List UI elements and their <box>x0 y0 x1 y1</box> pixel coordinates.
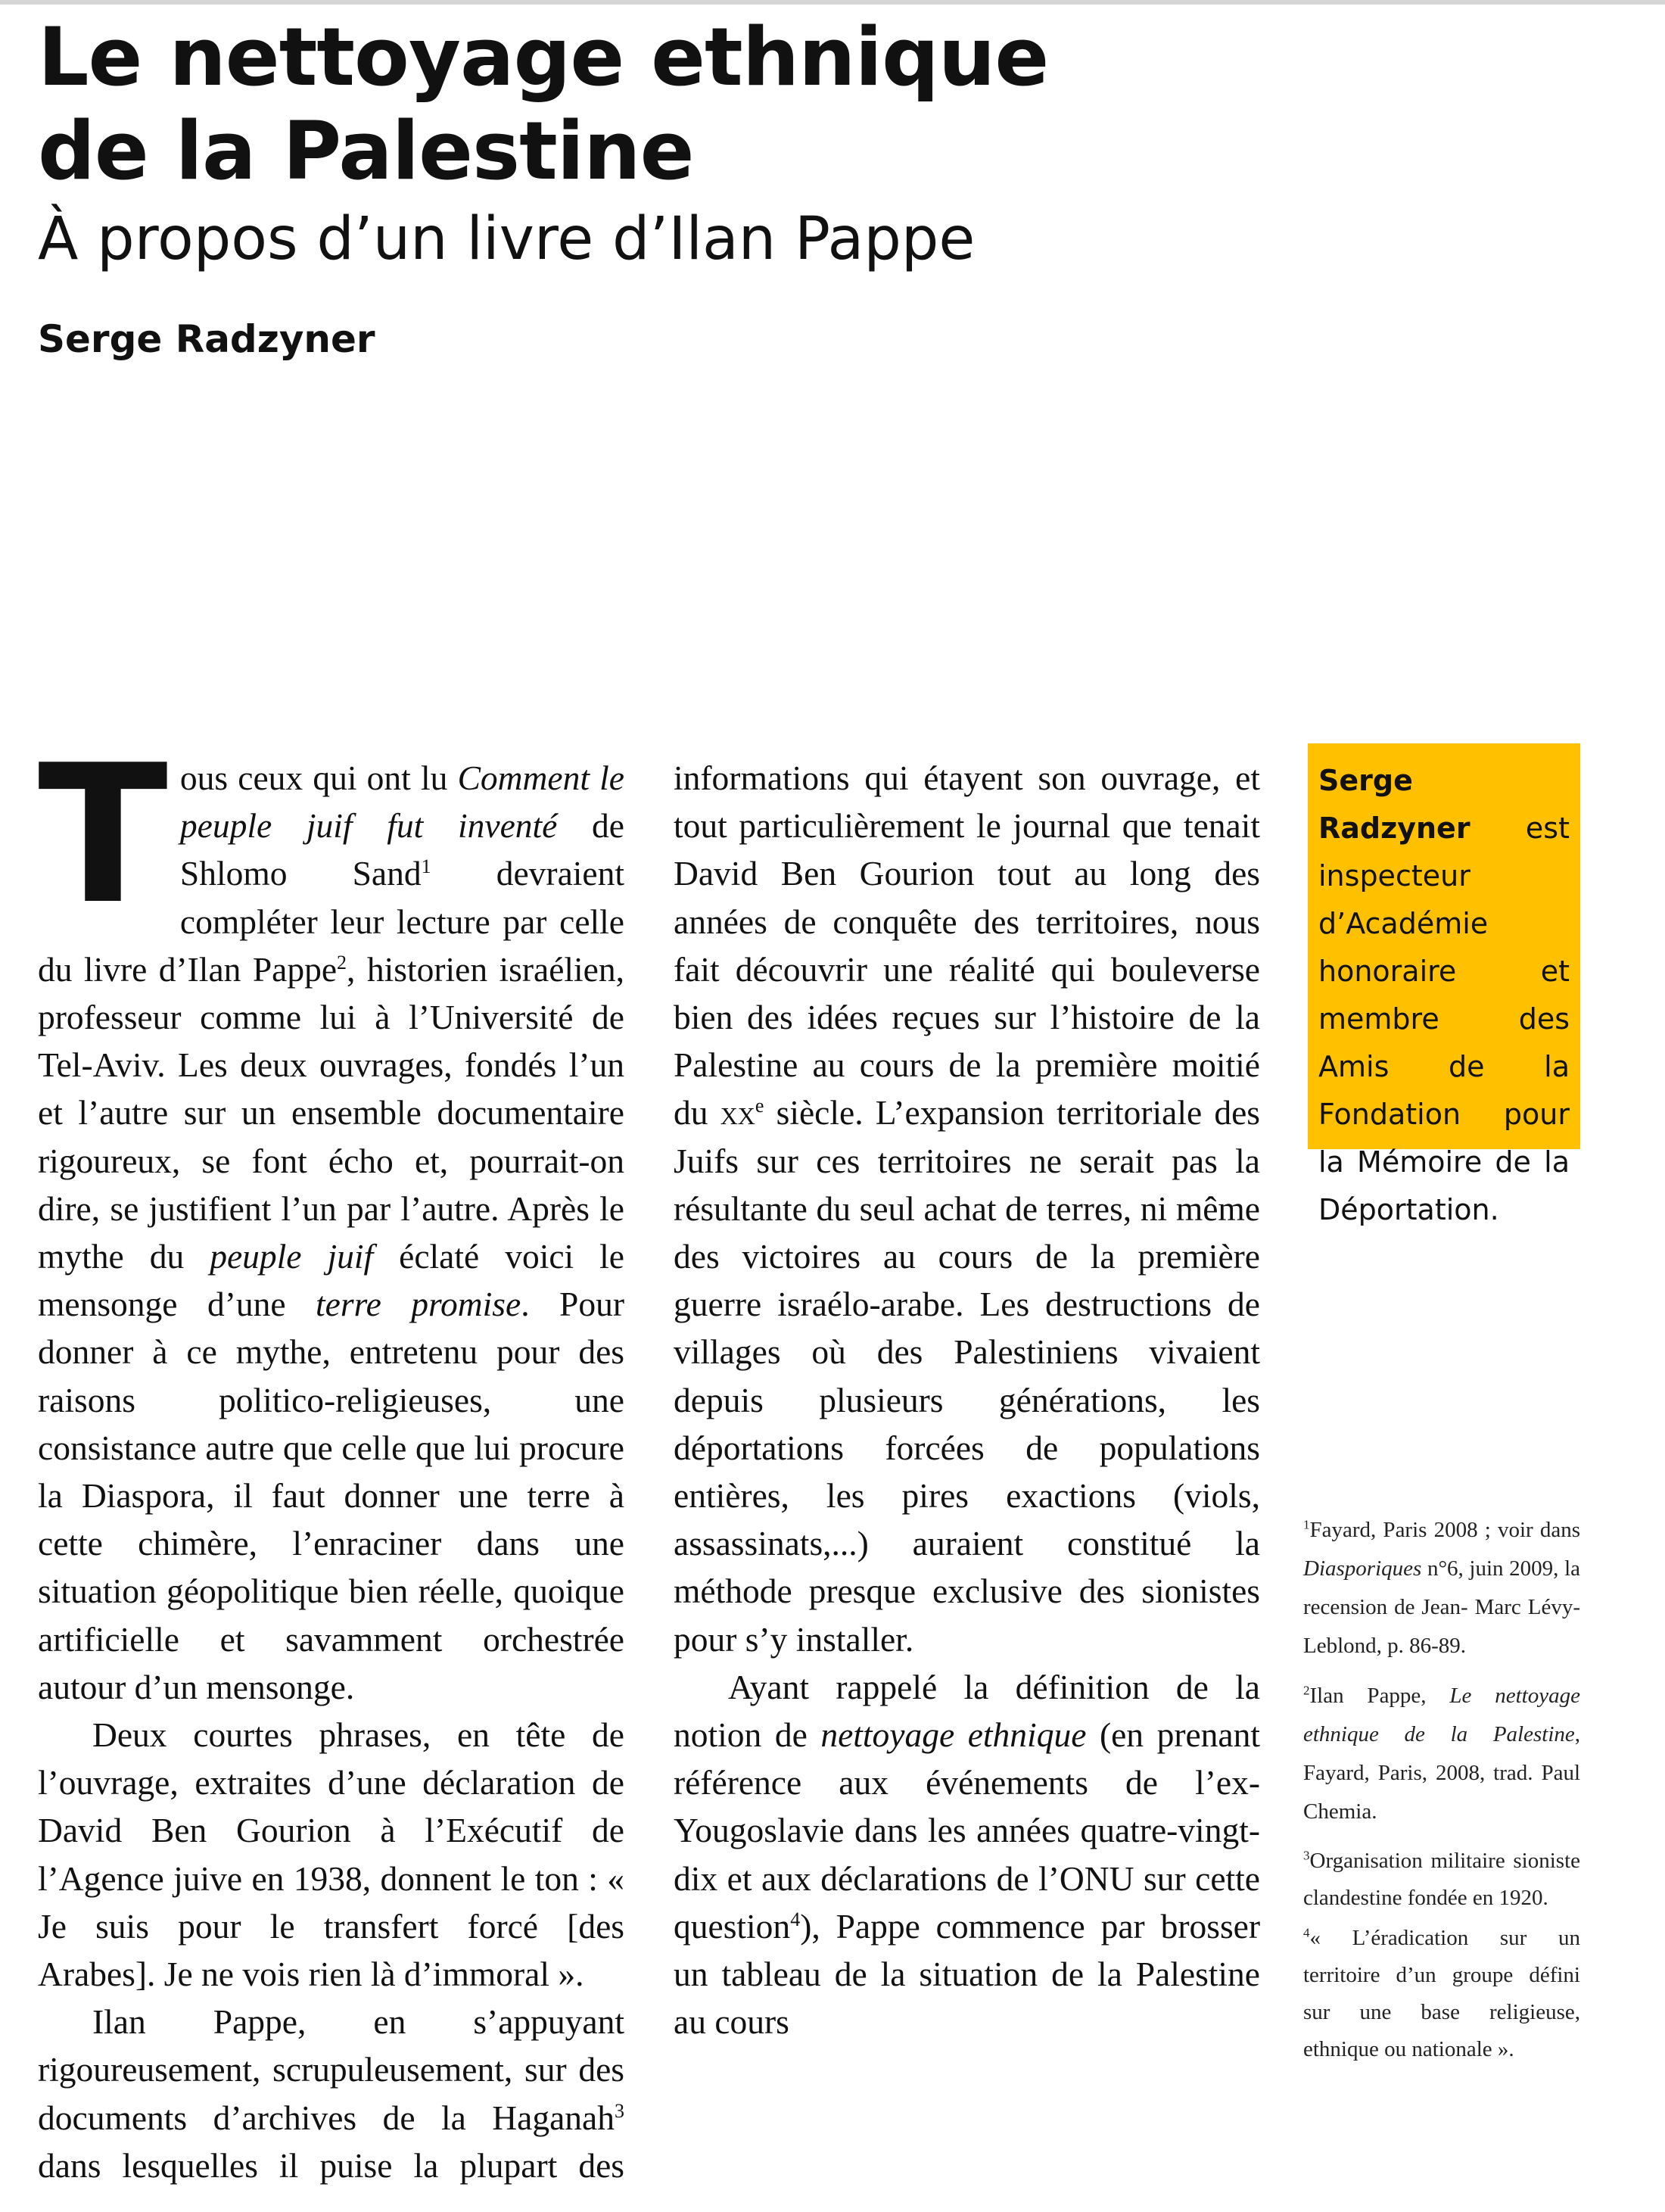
paragraph-2: Deux courtes phrases, en tête de l’ouvrage, extraites d’une déclaration de David Ben Gourion à l’Exécutif de l’Agence juive en 1938, donnent le ton : « Je suis pour le transfert forcé [des Arabes]. Je ne vois rien là d’immoral ». <box>38 1715 624 1994</box>
author-bio-box <box>1308 743 1580 1226</box>
drop-cap: T <box>38 754 168 946</box>
footnote-1: $^1$Fayard, Paris 2008 ; voir dans Diasporiques n°6, juin 2009, la recension de Jean- Marc Lévy-Leblond, p. 86-89. <box>1303 1517 1580 1658</box>
article-subtitle: À propos d’un livre d’Ilan Pappe <box>38 205 976 273</box>
footnote-4: $^4$« L’éradication sur un territoire d’un groupe défini sur une base religieuse, ethnique ou nationale ». <box>1303 1925 1580 2061</box>
footnote-ref-4: 4 <box>790 1908 801 1930</box>
footnote-3: $^3$Organisation militaire sioniste clandestine fondée en 1920. <box>1303 1848 1580 1910</box>
bio-text: est inspecteur d’Académie honoraire et membre des Amis de la Fondation pour la Mémoire de la Déportation. <box>1318 812 1570 1226</box>
title-line-1: Le nettoyage ethnique <box>38 11 1049 104</box>
title-line-2: de la Palestine <box>38 104 694 198</box>
top-rule <box>0 0 1665 5</box>
footnote-2: $^2$Ilan Pappe, Le nettoyage ethnique de la Palestine, Fayard, Paris, 2008, trad. Paul Chemia. <box>1303 1683 1580 1824</box>
footnotes <box>1303 1511 1580 2071</box>
footnote-ref-3: 3 <box>615 2099 624 2122</box>
footnote-ref-2: 2 <box>337 951 347 974</box>
paragraph-3: Ilan Pappe, en s’appuyant rigoureusement, scrupuleusement, sur des documents d’archives de la Haganah$^3$ dans lesquelles il puise la plupart des informations qui étayent son ouvrage, et tout particulièrement le journal que tenait David Ben Gourion tout au long des années de conquête des territoires, nous fait découvrir une réalité qui bouleverse bien des idées reçues sur l’histoire de la Palestine au cours de la première moitié du $xx^e$ siècle. L’expansion territoriale des Juifs sur ces territoires ne serait pas la résultante du seul achat de terres, ni même des victoires au cours de la première guerre israélo-arabe. Les destructions de villages où des Palestiniens vivaient depuis plusieurs générations, les déportations forcées de populations entières, les pires exactions (viols, assassinats,...) auraient constitué la méthode presque exclusive des sionistes pour s’y installer. <box>38 759 1260 2185</box>
bio-name: Serge Radzyner <box>1318 764 1470 845</box>
article-title <box>38 11 1048 198</box>
paragraph-4: Ayant rappelé la définition de la notion de nettoyage ethnique (en prenant référence aux événements de l’ex-Yougoslavie dans les années quatre-vingt-dix et aux déclarations de l’ONU sur cette question$^4$), Pappe commence par brosser un tableau de la situation de la Palestine au cours <box>674 1667 1260 2042</box>
paragraph-1: Tous ceux qui ont lu Comment le peuple juif fut inventé de Shlomo Sand$^1$ devraient compléter leur lecture par celle du livre d’Ilan Pappe$^2$, historien israélien, professeur comme lui à l’Université de Tel-Aviv. Les deux ouvrages, fondés l’un et l’autre sur un ensemble documentaire rigoureux, se font écho et, pourrait-on dire, se justifient l’un par l’autre. Après le mythe du peuple juif éclaté voici le mensonge d’une terre promise. Pour donner à ce mythe, entretenu pour des raisons politico-religieuses, une consistance autre que celle que lui procure la Diaspora, il faut donner une terre à cette chimère, l’enraciner dans une situation géopolitique bien réelle, quoique artificielle et savamment orchestrée autour d’un mensonge. <box>38 754 624 1706</box>
footnote-ref-1: 1 <box>421 855 431 878</box>
article-author: Serge Radzyner <box>38 317 375 361</box>
article-body <box>38 754 1260 2207</box>
